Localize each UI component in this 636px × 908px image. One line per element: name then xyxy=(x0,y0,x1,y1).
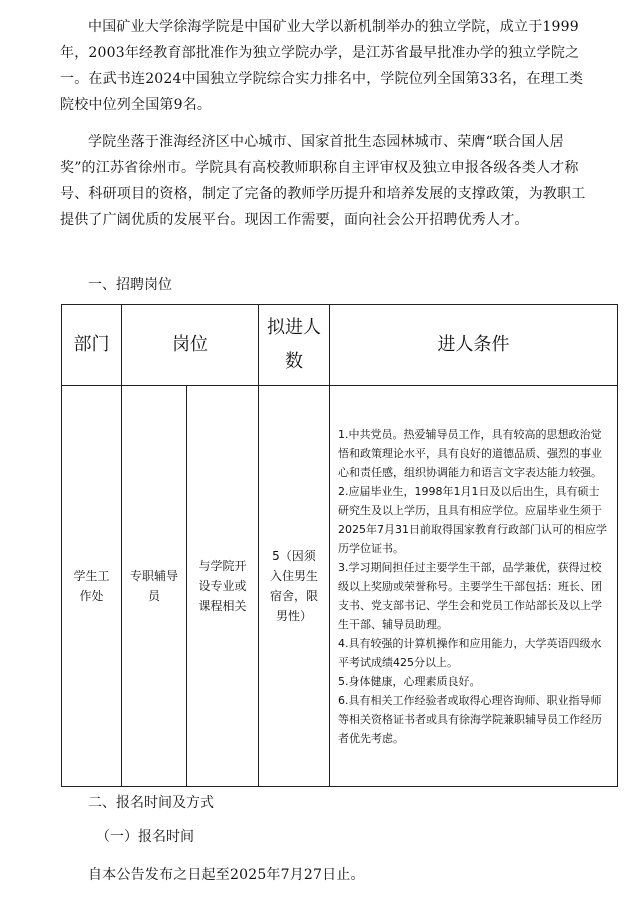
section-heading-registration: 二、报名时间及方式 xyxy=(88,795,214,811)
cell-major: 与学院开设专业或课程相关 xyxy=(187,386,259,787)
header-count: 拟进人数 xyxy=(259,305,330,386)
requirements-list xyxy=(330,425,617,748)
cell-requirements xyxy=(330,386,618,787)
table-header-row xyxy=(62,305,618,386)
requirement-item: 3.学习期间担任过主要学生干部，品学兼优，获得过校级以上奖励或荣誉称号。主要学生干部包括：班长、团支书、党支部书记、学生会和党员工作站部长及以上学生干部、辅导员助理。 xyxy=(338,560,602,631)
intro-paragraph-2: 学院坐落于淮海经济区中心城市、国家首批生态园林城市、荣膺“联合国人居奖”的江苏省徐州市。学院具有高校教师职称自主评审权及独立申报各级各类人才称号、科研项目的资格，制定了完备的教师学历提升和培养发展的支撑政策，为教职工提供了广阔优质的发展平台。现因工作需要，面向社会公开招聘优秀人才。 xyxy=(60,134,586,228)
cell-position: 专职辅导员 xyxy=(122,386,187,787)
header-requirements: 进人条件 xyxy=(330,305,618,386)
requirement-item: 4.具有较强的计算机操作和应用能力，大学英语四级水平考试成绩425分以上。 xyxy=(338,636,602,669)
requirement-item: 2.应届毕业生，1998年1月1日及以后出生，具有硕士研究生及以上学历，且具有相应学位。应届毕业生须于2025年7月31日前取得国家教育行政部门认可的相应学历学位证书。 xyxy=(338,484,607,555)
recruitment-table xyxy=(61,304,618,787)
requirement-item: 1.中共党员。热爱辅导员工作，具有较高的思想政治觉悟和政策理论水平，具有良好的道德品质、强烈的事业心和责任感，组织协调能力和语言文字表达能力较强。 xyxy=(338,427,602,479)
table-row xyxy=(62,386,618,787)
subsection-heading-registration-time: （一）报名时间 xyxy=(96,829,194,845)
header-position: 岗位 xyxy=(122,305,259,386)
registration-time-text: 自本公告发布之日起至2025年7月27日止。 xyxy=(88,867,365,883)
requirement-item: 5.身体健康，心理素质良好。 xyxy=(338,674,481,688)
cell-count: 5（因须入住男生宿舍，限男性） xyxy=(259,386,330,787)
cell-dept: 学生工作处 xyxy=(62,386,122,787)
requirement-item: 6.具有相关工作经验者或取得心理咨询师、职业指导师等相关资格证书者或具有徐海学院兼职辅导员工作经历者优先考虑。 xyxy=(338,693,602,745)
section-heading-positions: 一、招聘岗位 xyxy=(88,277,172,293)
intro-paragraph-1: 中国矿业大学徐海学院是中国矿业大学以新机制举办的独立学院，成立于1999年，2003年经教育部批准作为独立学院办学，是江苏省最早批准办学的独立学院之一。在武书连2024中国独立学院综合实力排名中，学院位列全国第33名，在理工类院校中位列全国第9名。 xyxy=(60,19,584,113)
header-dept: 部门 xyxy=(62,305,122,386)
